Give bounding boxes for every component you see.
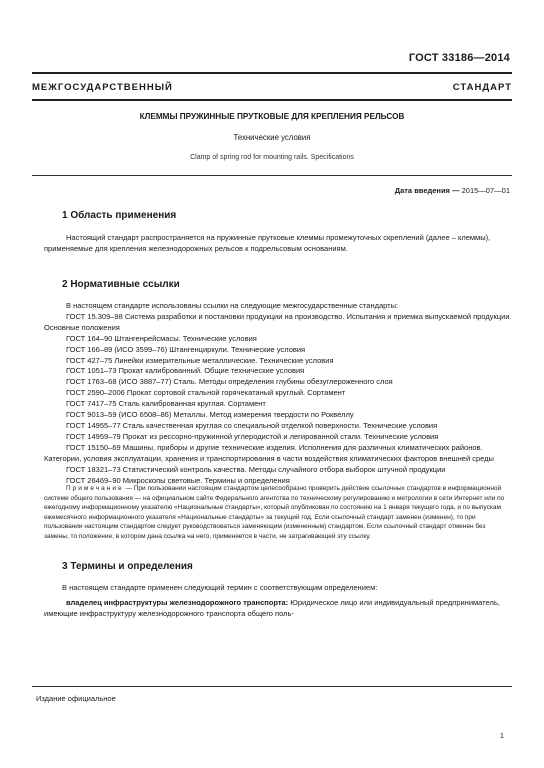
term-definition [44, 597, 512, 619]
document-title: КЛЕММЫ ПРУЖИННЫЕ ПРУТКОВЫЕ ДЛЯ КРЕПЛЕНИЯ РЕЛЬСОВ [139, 112, 405, 121]
section-1-body [44, 233, 512, 255]
section-2-heading: 2 Нормативные ссылки [62, 279, 180, 290]
terms-intro: В настоящем стандарте применен следующий термин с соответствующим определением: [62, 583, 378, 592]
reference-item: ГОСТ 15150–69 Машины, приборы и другие технические изделия. Исполнения для различных климатических районов. Категории, условия эксплуатации, хранения и транспортирования в части воздействия климатических факторов внешней среды [44, 442, 494, 463]
reference-item: ГОСТ 164–90 Штангенрейсмасы. Технические условия [66, 333, 257, 343]
page-number: 1 [499, 731, 504, 740]
references-intro: В настоящем стандарте использованы ссылки на следующие межгосударственные стандарты: [66, 301, 399, 310]
term-name: владелец инфраструктуры железнодорожного транспорта: [66, 598, 289, 607]
english-title: Clamp of spring rod for mounting rails. Specifications [190, 154, 354, 161]
reference-item: ГОСТ 7417–75 Сталь калиброванная круглая. Сортамент [66, 399, 266, 409]
document-subtitle: Технические условия [233, 133, 311, 142]
reference-item: ГОСТ 427–75 Линейки измерительные металлические. Технические условия [66, 355, 334, 365]
term-text: Юридическое лицо или индивидуальный предприниматель, имеющие инфраструктуру железнодорожного транспорта общего поль- [44, 598, 500, 618]
standard-kind: МЕЖГОСУДАРСТВЕННЫЙ СТАНДАРТ [32, 82, 512, 93]
header-rule-bottom [32, 99, 512, 101]
reference-item: ГОСТ 15.309–98 Система разработки и постановки продукции на производство. Испытания и приемка выпускаемой продукции. Основные положения [44, 311, 512, 332]
reference-item: ГОСТ 1051–73 Прокат калиброванный. Общие технические условия [66, 366, 305, 376]
official-edition: Издание официальное [36, 694, 116, 703]
title-divider [32, 175, 512, 176]
reference-item: ГОСТ 18321–73 Статистический контроль качества. Методы случайного отбора выборок штучной продукции [66, 464, 446, 474]
reference-item: ГОСТ 26469–90 Микроскопы световые. Термины и определения [66, 475, 290, 485]
reference-item: ГОСТ 1763–68 (ИСО 3887–77) Сталь. Методы определения глубины обезуглероженного слоя [66, 377, 393, 387]
intro-date-value: 2015—07—01 [461, 186, 510, 195]
reference-item: ГОСТ 2590–2006 Прокат сортовой стальной горячекатаный круглый. Сортамент [66, 388, 346, 398]
intro-date [395, 186, 510, 195]
section-1-heading: 1 Область применения [62, 210, 177, 221]
footer-rule [32, 686, 512, 687]
section-1-text: Настоящий стандарт распространяется на пружинные прутковые клеммы промежуточных скреплений (далее – клеммы), применяемые для крепления железнодорожных рельсов к подрельсовым основаниям. [44, 233, 491, 253]
document-id: ГОСТ 33186—2014 [408, 52, 510, 64]
note-label: Примечание [66, 485, 124, 492]
section-3-heading: 3 Термины и определения [62, 561, 193, 572]
reference-item: ГОСТ 166–89 (ИСО 3599–76) Штангенциркули. Технические условия [66, 344, 306, 354]
header-rule-top [32, 72, 512, 74]
reference-item: ГОСТ 14959–79 Прокат из рессорно-пружинной углеродистой и легированной стали. Технические условия [66, 431, 439, 441]
note-text: — При пользовании настоящим стандартом целесообразно проверить действие ссылочных стандартов в информационной системе общего пользования — на официальном сайте Федерального агентства по техническому регулированию и метрологии в сети Интернет или по ежегодному информационному указателю «Национальные стандарты», который опубликован по состоянию на 1 января текущего года, и по выпускам ежемесячного информационного указателя «Национальные стандарты» за текущий год. Если ссылочный стандарт заменен (изменен), то при пользовании настоящим стандартом следует руководствоваться заменяющим (измененным) стандартом. Если ссылочный стандарт отменен без замены, то положение, в котором дана ссылка на него, применяется в части, не затрагивающей эту ссылку. [44, 485, 505, 540]
intro-date-label: Дата введения — [394, 186, 460, 195]
references-list [44, 301, 512, 486]
reference-item: ГОСТ 14955–77 Сталь качественная круглая со специальной отделкой поверхности. Технические условия [66, 420, 438, 430]
reference-item: ГОСТ 9013–59 (ИСО 6508–86) Металлы. Метод измерения твердости по Роквеллу [66, 410, 354, 420]
references-note [44, 484, 512, 542]
